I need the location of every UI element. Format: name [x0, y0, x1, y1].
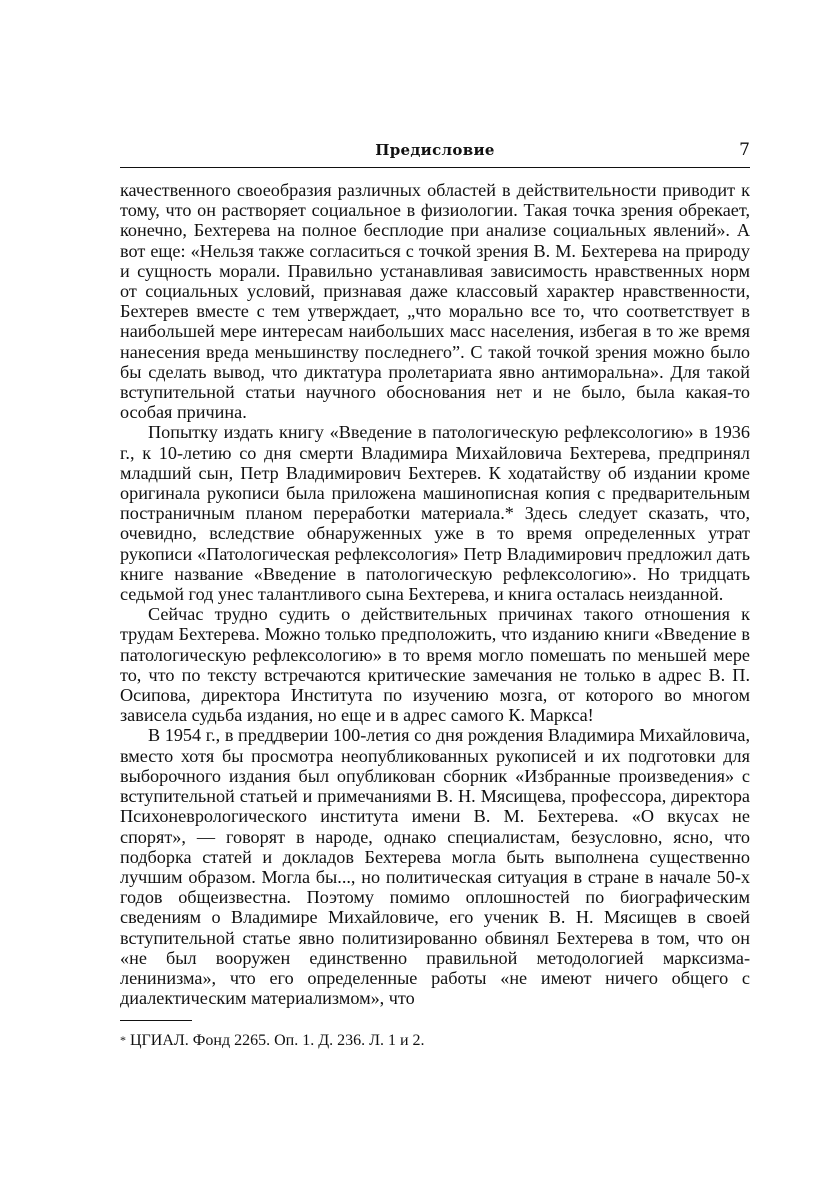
paragraph: Сейчас трудно судить о действительных причинах такого отношения к трудам Бехтерева. Можно только предположить, что изданию книги «Введение в патологическую рефлексологию» в то время могло помешать по меньшей мере то, что по тексту встречаются критические замечания не только в адрес В. П. Осипова, директора Института по изучению мозга, от которого во многом зависела судьба издания, но еще и в адрес самого К. Маркса!: [120, 604, 750, 726]
footnote-text: ЦГИАЛ. Фонд 2265. Оп. 1. Д. 236. Л. 1 и 2.: [130, 1032, 425, 1049]
header-divider: [120, 167, 750, 168]
chapter-title: Предисловие: [375, 141, 495, 159]
footnote-mark: *: [120, 1033, 126, 1047]
paragraph-continued: качественного своеобразия различных областей в действительности приводит к тому, что он растворяет социальное в физиологии. Такая точка зрения обрекает, конечно, Бехтерева на полное бесплодие при анализе социальных явлений». А вот еще: «Нельзя также согласиться с точкой зрения В. М. Бехтерева на природу и сущность морали. Правильно устанавливая зависимость нравственных норм от социальных условий, признавая даже классовый характер нравственности, Бехтерев вместе с тем утверждает, „что морально все то, что соответствует в наибольшей мере интересам наибольших масс населения, избегая в то же время нанесения вреда меньшинству последнего”. С такой точкой зрения можно было бы сделать вывод, что диктатура пролетариата явно антиморальна». Для такой вступительной статьи научного обоснования нет и не было, была какая-то особая причина.: [120, 180, 750, 423]
main-text: [120, 180, 750, 1008]
paragraph: В 1954 г., в преддверии 100-летия со дня рождения Владимира Михайловича, вместо хотя бы просмотра неопубликованных рукописей и их подготовки для выборочного издания был опубликован сборник «Избранные произведения» с вступительной статьей и примечаниями В. Н. Мясищева, профессора, директора Психоневрологического института имени В. М. Бехтерева. «О вкусах не спорят», — говорят в народе, однако специалистам, безусловно, ясно, что подборка статей и докладов Бехтерева могла быть выполнена существенно лучшим образом. Могла бы..., но политическая ситуация в стране в начале 50-х годов общеизвестна. Поэтому помимо оплошностей по биографическим сведениям о Владимире Михайловиче, его ученик В. Н. Мясищев в своей вступительной статье явно политизированно обвинял Бехтерева в том, что он «не был вооружен единственно правильной методологией марксизма-ленинизма», что его определенные работы «не имеют ничего общего с диалектическим материализмом», что: [120, 725, 750, 1009]
footnote-divider: [120, 1020, 192, 1021]
paragraph: Попытку издать книгу «Введение в патологическую рефлексологию» в 1936 г., к 10-летию со дня смерти Владимира Михайловича Бехтерева, предпринял младший сын, Петр Владимирович Бехтерев. К ходатайству об издании кроме оригинала рукописи была приложена машинописная копия с предварительным постраничным планом переработки материала.* Здесь следует сказать, что, очевидно, вследствие обнаруженных уже в то время определенных утрат рукописи «Патологическая рефлексология» Петр Владимирович предложил дать книге название «Введение в патологическую рефлексологию». Но тридцать седьмой год унес талантливого сына Бехтерева, и книга осталась неизданной.: [120, 422, 750, 605]
page-number: 7: [739, 140, 750, 160]
running-header: [120, 141, 750, 165]
footnote: [120, 1031, 750, 1050]
